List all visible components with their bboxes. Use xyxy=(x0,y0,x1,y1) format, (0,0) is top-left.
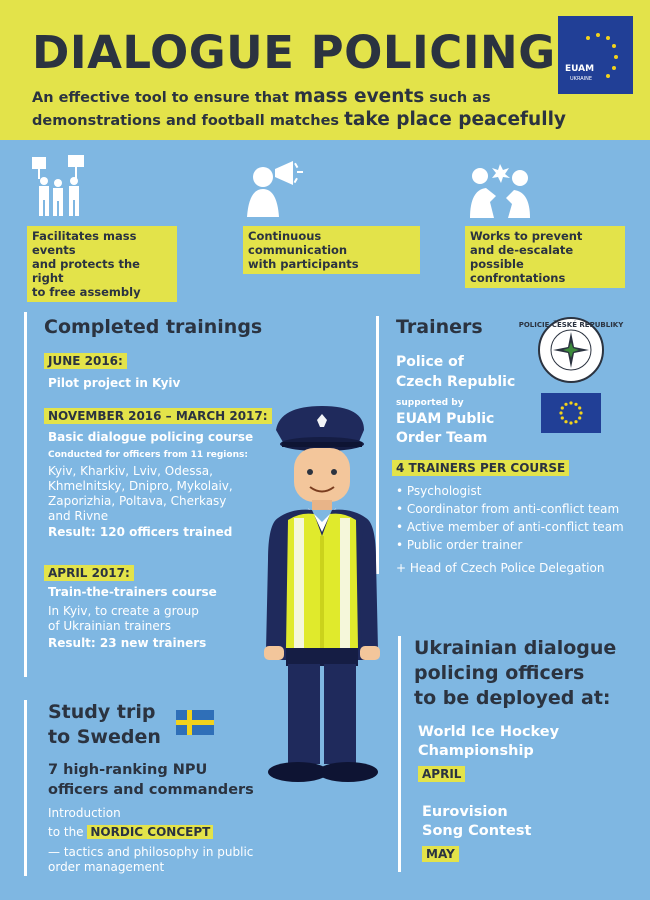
confrontation-icon xyxy=(468,160,532,220)
deploy-heading: Ukrainian dialogue policing officers to be deployed at: xyxy=(414,637,617,709)
deploy-event-hockey: World Ice Hockey Championship xyxy=(418,724,560,759)
page-subtitle: An effective tool to ensure that mass events such as demonstrations and football matches take place peacefully xyxy=(32,86,566,130)
eu-stars-icon xyxy=(558,16,633,94)
study-heading: Study trip to Sweden xyxy=(48,701,161,748)
goal-facilitates: Facilitates mass events and protects the right to free assembly xyxy=(27,226,177,302)
page-title: DIALOGUE POLICING xyxy=(32,26,556,79)
training-result: Result: 23 new trainers xyxy=(48,636,207,650)
deploy-event-eurovision: Eurovision Song Contest xyxy=(422,804,532,839)
trainings-divider xyxy=(24,312,27,677)
deploy-divider xyxy=(398,636,401,872)
goal-prevent: Works to prevent and de-escalate possible confrontations xyxy=(465,226,625,288)
training-title: Basic dialogue policing course xyxy=(48,430,254,444)
study-description: — tactics and philosophy in public order management xyxy=(48,845,254,874)
sweden-flag-icon xyxy=(176,710,214,735)
trainings-heading: Completed trainings xyxy=(44,316,263,338)
trainer-team: EUAM Public Order Team xyxy=(396,411,495,446)
supported-by: supported by xyxy=(396,398,464,408)
protesters-icon xyxy=(30,155,94,219)
trainers-per-course: 4 TRAINERS PER COURSE xyxy=(392,460,569,476)
list-item: • Coordinator from anti-conflict team xyxy=(396,502,620,516)
eu-flag-icon xyxy=(541,393,601,433)
megaphone-icon xyxy=(245,155,309,219)
deploy-month-may: MAY xyxy=(422,846,459,862)
trainer-roles-list xyxy=(396,482,624,554)
training-date-april-2017: APRIL 2017: xyxy=(44,565,134,581)
training-regions: Kyiv, Kharkiv, Lviv, Odessa, Khmelnitsky, Dnipro, Mykolaiv, Zaporizhia, Poltava, Cherkasy and Rivne xyxy=(48,464,233,523)
euam-logo xyxy=(558,16,633,94)
training-title: Pilot project in Kyiv xyxy=(48,376,181,390)
training-date-june-2016: JUNE 2016: xyxy=(44,353,127,369)
police-officer-illustration xyxy=(258,400,396,792)
training-result: Result: 120 officers trained xyxy=(48,525,233,539)
nordic-concept-tag: NORDIC CONCEPT xyxy=(87,825,213,839)
logo-text: EUAM xyxy=(565,64,595,74)
seal-label: POLICIE ČESKÉ REPUBLIKY xyxy=(518,321,624,329)
study-subheading: 7 high-ranking NPU officers and commanders xyxy=(48,762,254,798)
trainer-org: Police of Czech Republic xyxy=(396,354,516,390)
list-item: • Active member of anti-conflict team xyxy=(396,520,624,534)
trainers-heading: Trainers xyxy=(396,316,483,338)
deploy-month-april: APRIL xyxy=(418,766,465,782)
training-title: Train-the-trainers course xyxy=(48,585,217,599)
training-note: Conducted for officers from 11 regions: xyxy=(48,450,248,460)
czech-police-seal-icon xyxy=(518,316,624,384)
study-divider xyxy=(24,700,27,876)
study-intro: Introduction xyxy=(48,806,121,820)
logo-subtext: UKRAINE xyxy=(570,76,593,82)
training-date-nov-2016: NOVEMBER 2016 – MARCH 2017: xyxy=(44,408,272,424)
study-intro-line: to the NORDIC CONCEPT xyxy=(48,825,213,840)
list-item: • Psychologist xyxy=(396,484,482,498)
list-item: • Public order trainer xyxy=(396,538,523,552)
trainer-extra: + Head of Czech Police Delegation xyxy=(396,561,605,575)
goal-communication: Continuous communication with participants xyxy=(243,226,420,274)
training-description: In Kyiv, to create a group of Ukrainian trainers xyxy=(48,604,199,633)
